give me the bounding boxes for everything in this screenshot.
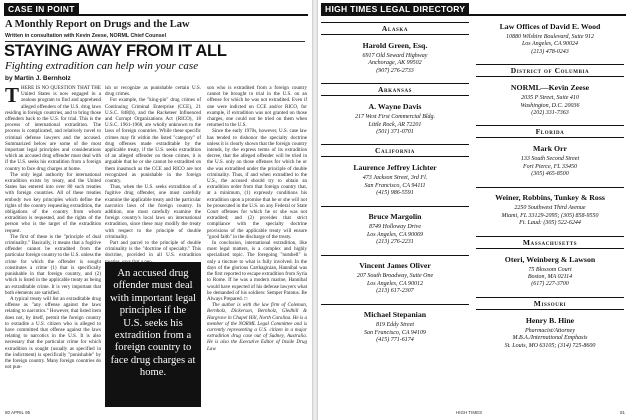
- address-line: Los Angeles, CA 90012: [366, 280, 424, 287]
- address-line: Washington, D.C. 20036: [520, 102, 580, 109]
- address-line: (213) 276-2231: [376, 239, 414, 246]
- address-line: Miami, FL 33129-2095; (305) 858-9550: [501, 212, 599, 219]
- author-bio: The author is with the law firm of Coleman, Bernholz, Dickerson, Bernholz, Gledhill & Hargrave in Chapel Hill, North Carolina. He is a member of the NORML Legal Committee and is currently representing a U.S. citizen in a major extradition drug case out of Sudney, Australia. He is also the Executive Editor of Inside Drug Law.: [207, 302, 308, 352]
- entry-divider: [321, 304, 469, 305]
- address-line: 819 Eddy Street: [375, 322, 415, 329]
- page-number: 81: [619, 410, 625, 415]
- address-line: Boston, MA 02114: [527, 274, 573, 281]
- byline: by Martin J. Bernholz: [5, 75, 71, 82]
- directory-entry: [321, 163, 469, 197]
- section-rule: [4, 14, 308, 16]
- paragraph: Part and parcel to the principle of double criminality is the "doctrine of specialty." This doctrine, provided in all U.S. extradition: [105, 240, 201, 259]
- address-line: M.B.A./International Emphasis: [512, 335, 588, 342]
- lawyer-name: Michael Stepanian: [363, 310, 427, 320]
- headline: STAYING AWAY FROM IT ALL: [4, 42, 227, 60]
- address-line: Los Angeles, CA 90024: [521, 41, 579, 48]
- lawyer-name: Oteri, Weinberg & Lawson: [504, 254, 596, 264]
- address-line: St. Louis, MO 63105; (314) 725-8600: [504, 342, 596, 349]
- address-line: (415) 771-6174: [376, 337, 414, 344]
- directory-entry: [476, 193, 624, 227]
- lawyer-name: Law Offices of David E. Wood: [499, 22, 601, 31]
- right-page: [318, 0, 630, 420]
- state-heading: [321, 144, 469, 157]
- address-line: (305) 465-8500: [531, 171, 569, 178]
- address-line: Fort Pierce, FL 33450: [523, 163, 577, 170]
- entry-divider: [476, 187, 624, 188]
- directory-entry: [321, 41, 469, 75]
- directory-entry: [321, 261, 469, 295]
- address-line: Ft. Laud: (305) 522-6244: [519, 220, 581, 227]
- lawyer-name: NORML—Kevin Zeese: [510, 83, 590, 93]
- paragraph: A typical treaty will list an extraditable drug offense as "any offense against the laws relating to narcotics." However, that listed item does not, by itself, permit the foreign country to extradite a U.S. citizen who is alleged to have committed that offense against the laws relating to narcotics in the U.S. It is also necessary that the particular crime for which extradition is sought (usually as specified in the indictment) is specifically "punishable" by the foreign country. Many foreign countries do not pun-: [5, 295, 101, 371]
- state-heading: [321, 22, 469, 35]
- paragraph: Thus, when the U.S. seeks extradition of a fugitive drug offender, one must carefully examine the applicable treaty and the particular narcotics laws of the foreign country. In addition, one must carefully examine the foreign country's local laws on international extradition, since these may modify the treaty with respect to the principle of double criminality.: [105, 184, 201, 240]
- paragraph: Since the early 1970s, however, U.S. case law has tended to dishonor the specialty doctrine unless it is clearly shown that the foreign country intends, by the express terms of its extradition decree, that the alleged offender will be tried in the U.S. only on those offenses for which he or she was extradited under the principle of double criminality. Thus, if and when extradited to the U.S., the accused should try to obtain an extradition order from that foreign country that, at a minimum, (1) expressly conditions his extradition upon a promise that he or she will not be prosecuted in the U.S. on any Federal or State Court offenses for which he or she was not extradited; and (2) provides that strict compliance with the specialty doctrine provisions of the applicable treaty will ensure "good faith" in the discharge of the treaty.: [207, 128, 307, 240]
- paragraph: HERE IS NO QUESTION THAT THE United States is now engaged in a zealous program to find and apprehend alleged offenders of the U.S. drug laws residing in foreign countries, and to bring those offenders back to the U.S. for trial. This is the process of international extradition. The process is complicated, and relatively novel to criminal defense lawyers and the accused. Summarized below are some of the most important legal principles and considerations which an accused drug offender must deal with if the U.S. seeks his extradition from a foreign country to face drug charges at home.: [5, 85, 101, 172]
- directory-entry: [321, 310, 469, 344]
- state-name: District of Columbia: [510, 66, 590, 76]
- directory-entry: [476, 83, 624, 117]
- address-line: 8749 Holloway Drive: [369, 224, 421, 231]
- address-line: 473 Jackson Street, 3rd Fl.: [362, 175, 428, 182]
- left-page: [0, 0, 312, 420]
- lawyer-name: A. Wayne Davis: [368, 102, 422, 112]
- directory-entry: [476, 255, 624, 289]
- lawyer-name: Bruce Margolin: [368, 212, 422, 222]
- lawyer-name: Laurence Jeffrey Lichter: [353, 163, 437, 173]
- address-line: 207 South Broadway, Suite One: [356, 273, 434, 280]
- paragraph: The first of these is the "principle of dual criminality." Basically, it means that a fugitive offender cannot be extradited from the particular foreign country to the U.S. unless the crime for which the offender is sought constitutes a crime (1) that is specifically punishable in that foreign country, and (2) which is listed in the applicable treaty as being an extraditable crime. It is very important that both elements are satisfied.: [5, 233, 102, 296]
- section-label: CASE IN POINT: [4, 3, 79, 15]
- credit-line: Written in consultation with Kevin Zeese, NORML Chief Counsel: [5, 33, 305, 42]
- paragraph: In conclusion, international extradition, like most legal matters, is a complex and highly specialized topic. The foregoing "nutshell" is only a tincture to what is fully involved. In the days of the glorious Carthaginian, Hannibal was the first reported to escape extradition from Syria to Rome. If he was a modern marine, Hannibal would have expected of his defense lawyers what he demanded of his soldiers: Semper Paratus. Be Always Prepared. □: [207, 240, 307, 302]
- directory-entry: [476, 22, 624, 56]
- kicker: A Monthly Report on Drugs and the Law: [5, 19, 190, 30]
- directory-entry: [321, 102, 469, 136]
- state-name: California: [374, 146, 416, 156]
- entry-divider: [321, 255, 469, 256]
- address-line: San Francisco, CA 94111: [364, 182, 426, 189]
- address-line: 75 Blossom Court: [528, 266, 572, 273]
- address-line: Pharmacist/Attorney: [525, 327, 575, 334]
- article-column-1: [5, 85, 101, 407]
- state-heading: [321, 83, 469, 96]
- address-line: 133 South Second Street: [520, 156, 580, 163]
- entry-divider: [321, 206, 469, 207]
- article-column-3: [207, 85, 307, 407]
- state-heading: [476, 64, 624, 77]
- paragraph: ish or recognize as punishable certain U.S. drug crimes.: [105, 85, 201, 98]
- lawyer-name: Weiner, Robbins, Tunkey & Ross: [495, 193, 605, 203]
- lawyer-name: Vincent James Oliver: [359, 261, 431, 271]
- address-line: (213) 478-0243: [531, 48, 569, 55]
- address-line: Los Angeles, CA 90069: [366, 231, 424, 238]
- address-line: (501) 371-0701: [376, 129, 414, 136]
- section-rule: [321, 14, 626, 16]
- address-line: (213) 617-2307: [376, 288, 414, 295]
- state-heading: [476, 297, 624, 310]
- pull-quote: An accused drug offender must deal with important legal principles if the U.S. seeks his extradition from a foreign country to face drug charges at home.: [105, 262, 201, 407]
- directory-entry: [321, 212, 469, 246]
- directory-title: HIGH TIMES LEGAL DIRECTORY: [321, 3, 469, 15]
- address-line: (907) 276-2733: [376, 67, 414, 74]
- address-line: San Francisco, CA 94109: [364, 329, 426, 336]
- address-line: 6917 Old Seward Highway: [362, 53, 428, 59]
- lawyer-name: Mark Orr: [533, 144, 567, 154]
- directory-entry: [476, 316, 624, 350]
- address-line: 2250 Southwest Third Avenue: [514, 205, 586, 212]
- article-column-2: [105, 85, 201, 259]
- drop-cap: T: [5, 83, 20, 107]
- directory-column-left: [321, 22, 469, 353]
- deck: Fighting extradition can help win your case: [5, 60, 199, 72]
- directory-column-right: [476, 22, 624, 358]
- directory-entry: [476, 144, 624, 178]
- magazine-name: HIGH TIMES: [456, 410, 483, 415]
- paragraph: son who is extradited from a foreign country cannot be brought to trial in the U.S. on an offense for which he was not extradited. Even if one were indicted on CCE and/or RICO, for example, if extradition was not granted on those charges, one could not be tried on them when returned to the U.S.: [207, 85, 307, 129]
- address-line: Little Rock, AR 72201: [368, 121, 422, 128]
- lawyer-name: Henry B. Hine: [525, 315, 575, 325]
- address-line: (202) 331-7363: [531, 110, 569, 117]
- address-line: 10880 Wilshire Boulevard, Suite 912: [505, 34, 595, 40]
- page-footer: 80 APRIL 95: [5, 410, 31, 415]
- state-name: Florida: [535, 127, 565, 137]
- state-heading: [476, 125, 624, 138]
- lawyer-name: Harold Green, Esq.: [362, 41, 428, 50]
- state-name: Arkansas: [377, 85, 413, 95]
- address-line: (617) 227-3700: [531, 281, 569, 288]
- state-name: Massachusetts: [522, 237, 578, 247]
- address-line: 217 West First Commercial Bldg.: [354, 114, 436, 121]
- address-line: (415) 986-5591: [376, 190, 414, 197]
- paragraph: The only legal authority for international extradition exists by treaty, and the United States has entered into over 80 such treaties with foreign countries. All of these treaties embody two key principles which define the rights of the country requesting extradition, the obligations of the country from whom extradition is requested, and the rights of the person who is the target of the extradition request.: [5, 171, 101, 234]
- address-line: 2035 P Street, Suite 410: [521, 95, 579, 102]
- paragraph: For example, the "king-pin" drug crimes of Continuing Criminal Enterprise (CCE), 21 U.S.C. 848(b), and the Racketeer Influenced and Corrupt Organizations Act (RICO), 18 U.S.C. 1961-1968, are wholly unknown to the laws of foreign countries. While these specific crimes may fit within the listed "category" of drug offenses made extraditable by the applicable treaty, if the U.S. seeks extradition of an alleged offender on those crimes, it is arguable that he or she cannot be extradited on them inasmuch as the CCE and RICO are not recognized as punishable in the foreign country.: [105, 97, 201, 185]
- state-name: Alaska: [381, 24, 409, 33]
- state-name: Missouri: [533, 298, 567, 308]
- address-line: Anchorage, AK 99502: [368, 60, 422, 67]
- state-heading: [476, 236, 624, 249]
